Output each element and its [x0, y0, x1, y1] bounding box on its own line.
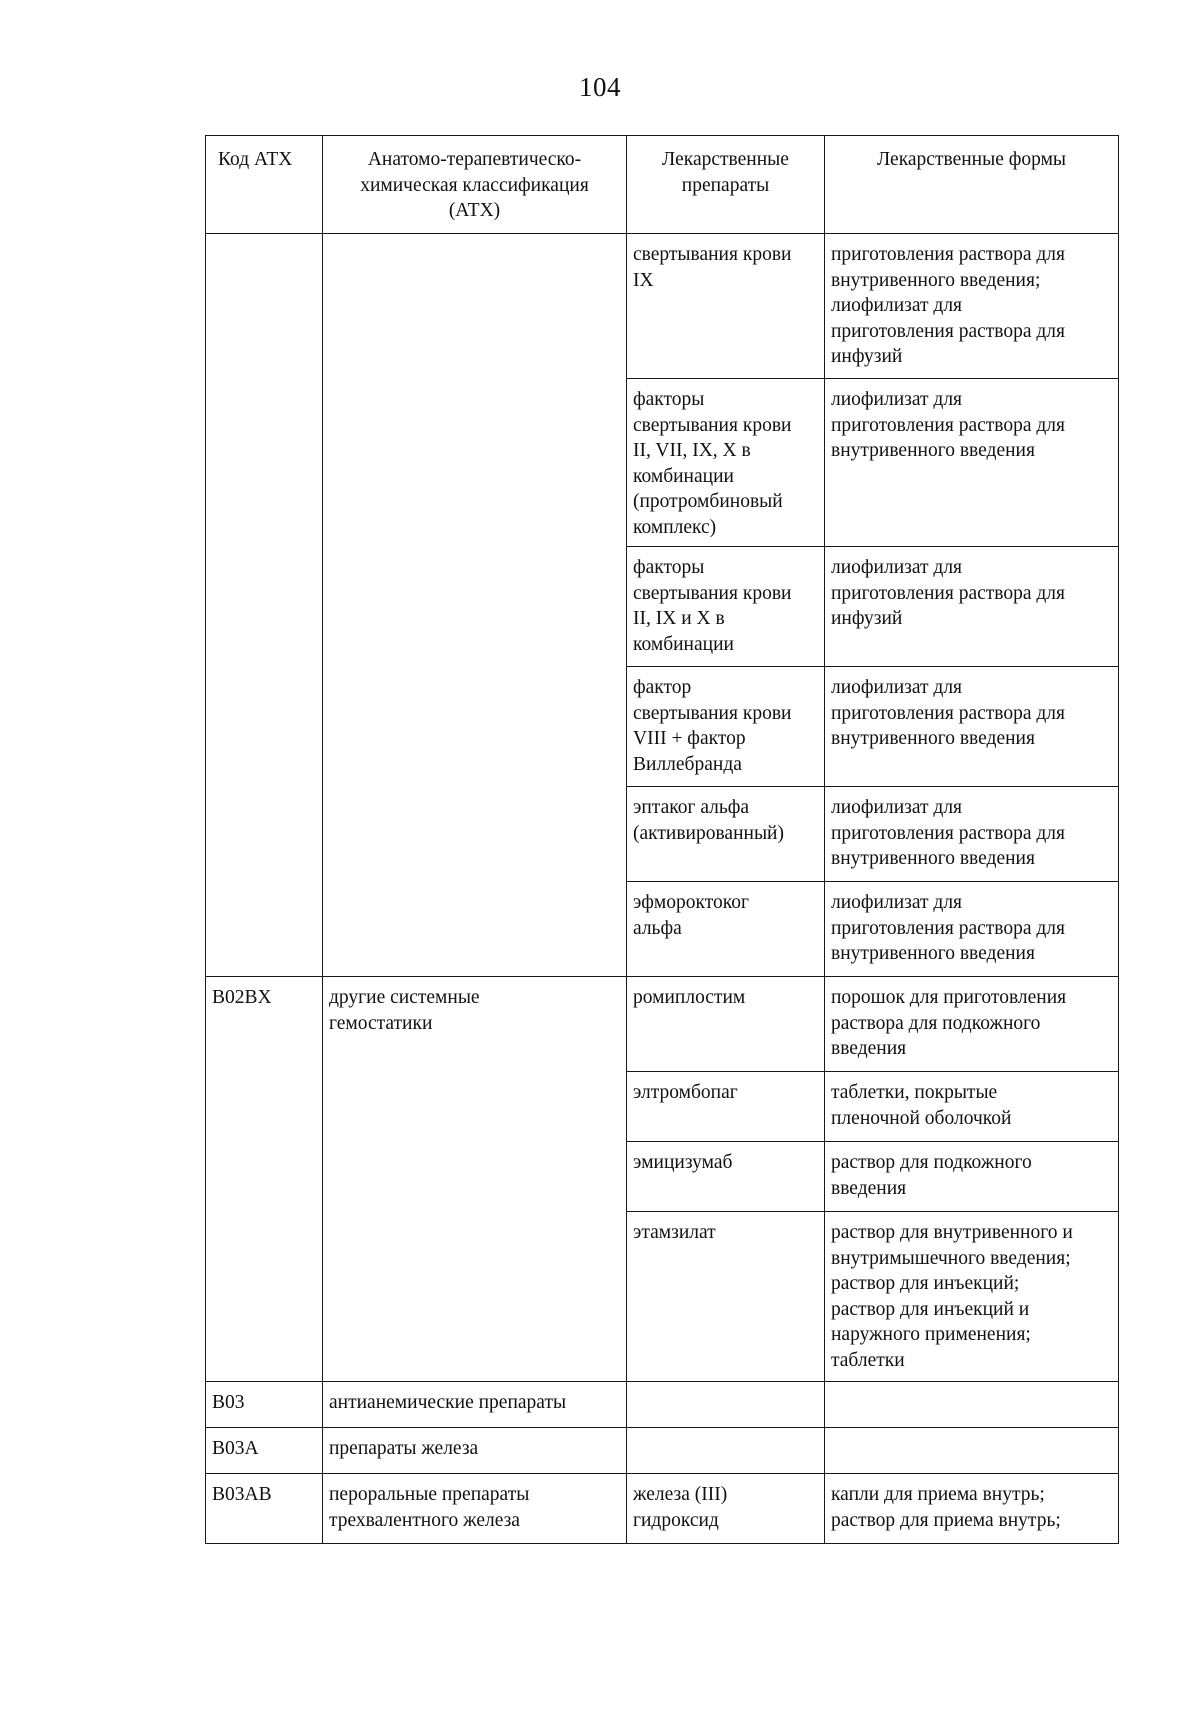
header-row [206, 136, 1119, 234]
dosage-form-cell: раствор для внутривенного и внутримышечного введения; раствор для инъекций; раствор для инъекций и наружного применения; таблетки [825, 1212, 1119, 1382]
table-header [206, 136, 1119, 234]
page-number: 104 [579, 72, 621, 102]
table-row [206, 1428, 1119, 1474]
drug-cell: эмицизумаб [627, 1142, 825, 1212]
dosage-form-cell [825, 1428, 1119, 1474]
header-drugs: Лекарственные препараты [627, 136, 825, 234]
classification-cell: антианемические препараты [323, 1382, 627, 1428]
drug-cell: элтромбопаг [627, 1072, 825, 1142]
dosage-form-cell: лиофилизат для приготовления раствора для инфузий [825, 547, 1119, 667]
drug-cell [627, 1428, 825, 1474]
dosage-form-cell: лиофилизат для приготовления раствора для внутривенного введения [825, 787, 1119, 882]
drug-cell: ромиплостим [627, 977, 825, 1072]
table-row [206, 1474, 1119, 1544]
table-row [206, 977, 1119, 1072]
drug-cell: эптаког альфа (активированный) [627, 787, 825, 882]
dosage-form-cell: порошок для приготовления раствора для подкожного введения [825, 977, 1119, 1072]
atc-code-cell: B03 [206, 1382, 323, 1428]
classification-cell: другие системные гемостатики [323, 977, 627, 1382]
drug-cell: факторы свертывания крови II, VII, IX, X в комбинации (протромбиновый комплекс) [627, 379, 825, 547]
table-row [206, 234, 1119, 379]
dosage-form-cell: приготовления раствора для внутривенного введения; лиофилизат для приготовления раствора для инфузий [825, 234, 1119, 379]
header-atc-code: Код АТХ [206, 136, 323, 234]
table-row [206, 1382, 1119, 1428]
drug-cell: фактор свертывания крови VIII + фактор Виллебранда [627, 667, 825, 787]
dosage-form-cell: лиофилизат для приготовления раствора для внутривенного введения [825, 882, 1119, 977]
classification-cell: пероральные препараты трехвалентного железа [323, 1474, 627, 1544]
drug-cell: этамзилат [627, 1212, 825, 1382]
dosage-form-cell: лиофилизат для приготовления раствора для внутривенного введения [825, 667, 1119, 787]
dosage-form-cell: таблетки, покрытые пленочной оболочкой [825, 1072, 1119, 1142]
table-body [206, 234, 1119, 1544]
atc-drug-table [205, 135, 1119, 1544]
drug-cell: эфмороктоког альфа [627, 882, 825, 977]
dosage-form-cell: раствор для подкожного введения [825, 1142, 1119, 1212]
dosage-form-cell: лиофилизат для приготовления раствора для внутривенного введения [825, 379, 1119, 547]
atc-code-cell: B02BX [206, 977, 323, 1382]
dosage-form-cell [825, 1382, 1119, 1428]
header-dosage-forms: Лекарственные формы [825, 136, 1119, 234]
atc-code-cell: B03AB [206, 1474, 323, 1544]
drug-cell: факторы свертывания крови II, IX и X в комбинации [627, 547, 825, 667]
header-classification: Анатомо-терапевтическо- химическая классификация (АТХ) [323, 136, 627, 234]
classification-cell [323, 234, 627, 977]
atc-code-cell: B03A [206, 1428, 323, 1474]
classification-cell: препараты железа [323, 1428, 627, 1474]
drug-cell [627, 1382, 825, 1428]
drug-cell: железа (III) гидроксид [627, 1474, 825, 1544]
atc-code-cell [206, 234, 323, 977]
drug-cell: свертывания крови IX [627, 234, 825, 379]
dosage-form-cell: капли для приема внутрь; раствор для приема внутрь; [825, 1474, 1119, 1544]
